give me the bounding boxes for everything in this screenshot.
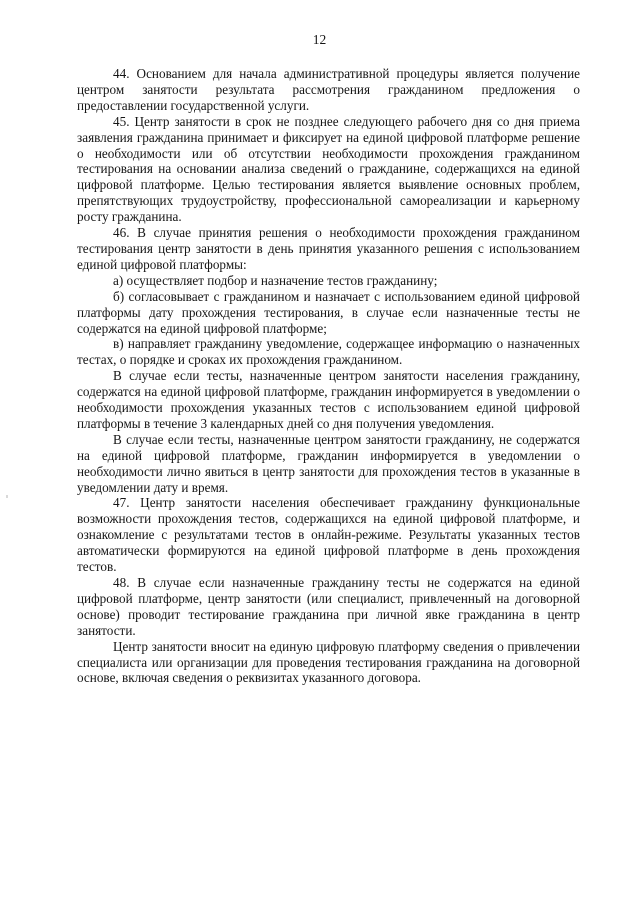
paragraph-contract-info: Центр занятости вносит на единую цифровую платформу сведения о привлечении специалиста или организации для проведения тестирования гражданина на договорной основе, включая сведения о реквизитах указанного договора. (77, 638, 580, 686)
margin-mark (6, 495, 8, 498)
list-item-a: а) осуществляет подбор и назначение тестов гражданину; (113, 272, 438, 288)
list-item-v: в) направляет гражданину уведомление, содержащее информацию о назначенных тестах, о порядке и сроках их прохождения гражданином. (77, 336, 580, 368)
document-body (77, 66, 580, 686)
list-item-b: б) согласовывает с гражданином и назначает с использованием единой цифровой платформы дату прохождения тестирования, в случае если назначенные тесты не содержатся на единой цифровой платформе; (77, 288, 580, 336)
paragraph-44: 44. Основанием для начала административной процедуры является получение центром занятости результата рассмотрения гражданином предложения о предоставлении государственной услуги. (77, 66, 580, 113)
paragraph-tests-on-platform: В случае если тесты, назначенные центром занятости населения гражданину, содержатся на единой цифровой платформе, гражданин информируется в уведомлении о необходимости прохождения указанных тестов с использованием единой цифровой платформы в течение 3 календарных дней со дня получения уведомления. (77, 368, 580, 431)
paragraph-45: 45. Центр занятости в срок не позднее следующего рабочего дня со дня приема заявления гражданина принимает и фиксирует на единой цифровой платформе решение о необходимости или об отсутствии необходимости прохождения гражданином тестирования на основании анализа сведений о гражданине, содержащихся на единой цифровой платформе. Целью тестирования является выявление основных проблем, препятствующих трудоустройству, профессиональной самореализации и карьерному росту гражданина. (77, 113, 580, 225)
paragraph-46: 46. В случае принятия решения о необходимости прохождения гражданином тестирования центр занятости в день принятия указанного решения с использованием единой цифровой платформы: (77, 225, 580, 272)
page-number: 12 (312, 32, 327, 47)
paragraph-47: 47. Центр занятости населения обеспечивает гражданину функциональные возможности прохождения тестов, содержащихся на единой цифровой платформе, и ознакомление с результатами тестов в онлайн-режиме. Результаты указанных тестов автоматически формируются на единой цифровой платформе в день прохождения тестов. (77, 495, 580, 575)
paragraph-tests-not-on-platform: В случае если тесты, назначенные центром занятости гражданину, не содержатся на единой цифровой платформе, гражданин информируется в уведомлении о необходимости лично явиться в центр занятости для прохождения тестов в указанные в уведомлении дату и время. (77, 431, 580, 495)
paragraph-48: 48. В случае если назначенные гражданину тесты не содержатся на единой цифровой платформе, центр занятости (или специалист, привлеченный на договорной основе) проводит тестирование гражданина при личной явке гражданина в центр занятости. (77, 575, 580, 638)
